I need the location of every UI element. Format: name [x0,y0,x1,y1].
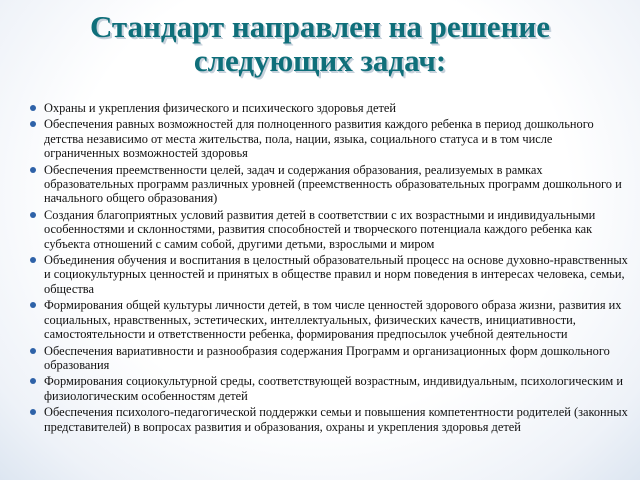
list-item [30,101,630,115]
list-item-text: Обеспечения равных возможностей для полноценного развития каждого ребенка в период дошкольного детства независимо от места жительства, пола, нации, языка, социального статуса и в том числе ограниченных возможностей здоровья [44,117,594,161]
list-item [30,117,630,160]
list-item [30,208,630,251]
list-item [30,344,630,373]
list-item-text: Формирования социокультурной среды, соответствующей возрастным, индивидуальным, психологическим и физиологическим особенностям детей [44,374,623,403]
bullet-dot-icon [30,378,36,384]
bullet-dot-icon [30,302,36,308]
bullet-dot-icon [30,348,36,354]
list-item-text: Обеспечения вариативности и разнообразия содержания Программ и организационных форм дошкольного образования [44,343,610,372]
bullet-dot-icon [30,167,36,173]
bullet-dot-icon [30,212,36,218]
list-item [30,163,630,206]
slide-title-line-1: Стандарт направлен на решение [89,9,551,44]
slide-title-line-2: следующих задач: [193,43,447,78]
slide-title [0,10,640,78]
list-item [30,253,630,296]
list-item-text: Формирования общей культуры личности детей, в том числе ценностей здорового образа жизни, развития их социальных, нравственных, эстетических, интеллектуальных, физических качеств, инициативности, самостоятельности и ответственности ребенка, формирования предпосылок учебной деятельности [44,298,622,342]
list-item [30,374,630,403]
bullet-list [30,101,630,436]
list-item-text: Охраны и укрепления физического и психического здоровья детей [44,101,396,115]
list-item [30,298,630,341]
list-item-text: Создания благоприятных условий развития детей в соответствии с их возрастными и индивидуальными особенностями и склонностями, развития способностей и творческого потенциала каждого ребенка как субъекта отношений с самим собой, другими детьми, взрослыми и миром [44,207,596,251]
bullet-dot-icon [30,409,36,415]
list-item-text: Обеспечения психолого-педагогической поддержки семьи и повышения компетентности родителей (законных представителей) в вопросах развития и образования, охраны и укрепления здоровья детей [44,405,628,434]
list-item-text: Обеспечения преемственности целей, задач и содержания образования, реализуемых в рамках образовательных программ различных уровней (преемственность образовательных программ дошкольного и начального общего образования) [44,162,622,206]
bullet-dot-icon [30,105,36,111]
list-item-text: Объединения обучения и воспитания в целостный образовательный процесс на основе духовно-нравственных и социокультурных ценностей и принятых в обществе правил и норм поведения в интересах человека, семьи, общества [44,253,628,296]
list-item [30,405,630,434]
bullet-dot-icon [30,121,36,127]
bullet-dot-icon [30,257,36,263]
